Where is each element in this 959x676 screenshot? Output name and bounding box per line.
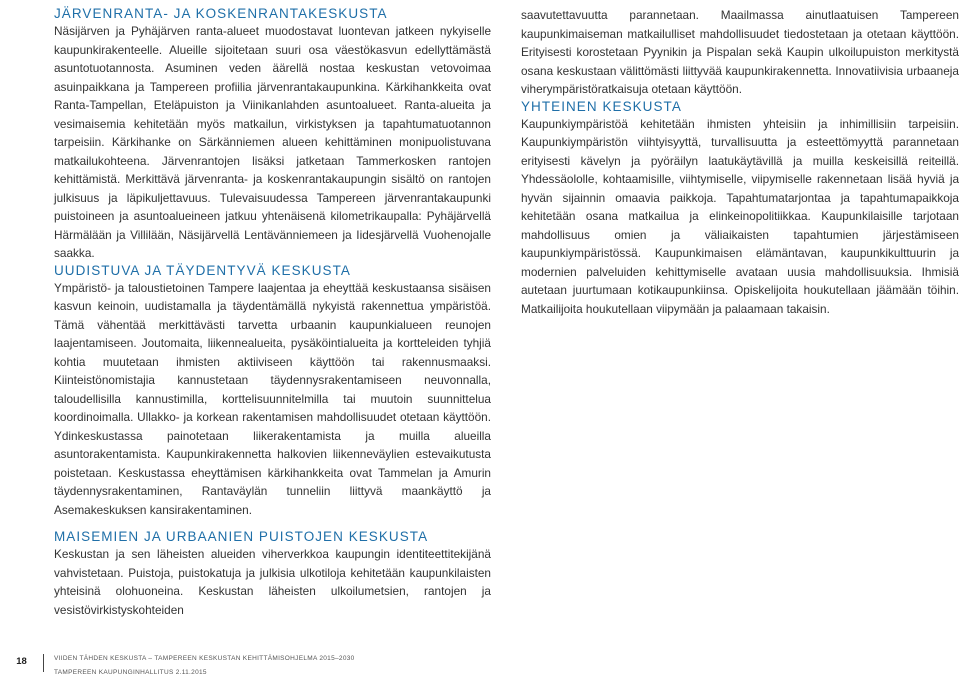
section-title-uudistuva: UUDISTUVA JA TÄYDENTYVÄ KESKUSTA	[54, 262, 351, 278]
section-text-jarvenranta: Näsijärven ja Pyhäjärven ranta-alueet muodostavat luontevan jatkeen nykyiselle kaupunkirakenteelle. Alueille sijoitetaan suuri osa väestökasvun edellyttämästä asuntotuotannosta. Asuminen veden äärellä nostaa keskustan vetovoimaa asuinpaikkana ja Tampereen profiilia järvenrantakaupunkina. Kärkihankkeita ovat Ranta-Tampellan, Eteläpuiston ja Viinikanlahden asuntoalueet. Ranta-alueita ja vesimaisemia kehitetään myös matkailun, virkistyksen ja tapahtumatuotannon tarpeisiin. Kärkihanke on Särkänniemen alueen kehittäminen monipuolistuvana matkailukohteena. Järvenrantojen lisäksi jatketaan Tammerkosken rantojen kehittämistä. Merkittävä järvenranta- ja koskenrantakaupungin sisältö on rantojen julkisuus ja läpikuljettavuus. Tulevaisuudessa Tampereen järvenrantakaupunki puistoineen ja asuntoalueineen jatkuu yhtenäisenä kilometrikaupalla: Pyhäjärvellä Härmälään ja Villilään, Näsijärvellä Lentävänniemeen ja Iidesjärvellä Vuohenojalle saakka.	[54, 24, 491, 260]
page-number: 18	[0, 654, 44, 672]
page-footer	[0, 640, 959, 676]
section-title-yhteinen: YHTEINEN KESKUSTA	[521, 98, 682, 114]
section-maisemien	[54, 529, 491, 619]
section-title-jarvenranta: JÄRVENRANTA- JA KOSKENRANTAKESKUSTA	[54, 6, 388, 21]
right-column	[521, 6, 959, 318]
section-text-maisemien: Keskustan ja sen läheisten alueiden viherverkkoa kaupungin identiteettitekijänä vahvistetaan. Puistoja, puistokatuja ja julkisia ulkotiloja kehitetään kaupunkilaisten yhteisinä olohuoneina. Keskustan läheisten ulkoilumetsien, rantojen ja vesistövirkistyskohteiden	[54, 547, 491, 617]
footer-publication-title: VIIDEN TÄHDEN KESKUSTA – TAMPEREEN KESKUSTAN KEHITTÄMISOHJELMA 2015–2030	[54, 655, 355, 662]
section-text-maisemien-continued: saavutettavuutta parannetaan. Maailmassa ainutlaatuisen Tampereen kaupunkimaiseman matkailulliset mahdollisuudet tiedostetaan ja otetaan käyttöön. Erityisesti korostetaan Pyynikin ja Pispalan sekä Kaupin ulkoilupuiston merkitystä osana keskustaan välittömästi liittyvää kaupunkirakennetta. Innovatiivisia urbaaneja viherympäristöratkaisuja otetaan käyttöön.	[521, 8, 959, 96]
section-text-uudistuva: Ympäristö- ja taloustietoinen Tampere laajentaa ja eheyttää keskustaansa sisäisen kasvun keinoin, uudistamalla ja täydentämällä nykyistä rakennettua ympäristöä. Tämä vähentää merkittävästi tarvetta urbaanin kaupunkialueen reunojen laajentamiseen. Joutomaita, liikennealueita, pysäköintialueita ja kortteleiden tyhjiä kohtia muutetaan ihmisten aktiiviseen käyttöön tai rakennusmaaksi. Kiinteistönomistajia kannustetaan täydennysrakentamiseen neuvonnalla, taloudellisilla kannustimilla, korttelisuunnitelmilla tai muutoin suunnittelua koordinoimalla. Ullakko- ja korkean rakentamisen mahdollisuudet otetaan käyttöön. Ydinkeskustassa painotetaan liikerakentamista ja muilla alueilla asuntorakentamista. Kaupunkirakennetta halkovien liikenneväylien estevaikutusta poistetaan. Keskustassa eheyttämisen kärkihankkeita ovat Tammelan ja Amurin täydennysrakentaminen, Rantaväylän tunneliin liittyvä maankäyttö ja Asemakeskuksen kansirakentaminen.	[54, 280, 491, 517]
footer-publisher-date: TAMPEREEN KAUPUNGINHALLITUS 2.11.2015	[54, 669, 207, 676]
section-title-maisemien: MAISEMIEN JA URBAANIEN PUISTOJEN KESKUSTA	[54, 529, 429, 544]
left-column	[54, 6, 491, 519]
section-text-yhteinen: Kaupunkiympäristöä kehitetään ihmisten yhteisiin ja inhimillisiin tarpeisiin. Kaupunkiympäristön viihtyisyyttä, turvallisuutta ja esteettömyyttä parannetaan erityisesti kävelyn ja pyöräilyn laatukäytävillä ja muilla keskeisillä reiteillä. Yhdessäololle, kohtaamisille, viihtymiselle, viipymiselle rakennetaan lisää hyviä ja hyvän sijainnin omaavia paikkoja. Tapahtumatarjontaa ja tapahtumapaikkoja kehitetään osana matkailua ja elinkeinopolitiikkaa. Kaupunkilaisille tarjotaan mahdollisuus omien ja väliaikaisten tapahtumien järjestämiseen kaupunkiympäristössä. Kaupunkimaisen elämäntavan, kaupunkikulttuurin ja modernien palveluiden kehittymiselle avataan uusia mahdollisuuksia. Ihmisiä autetaan juurtumaan kotikaupunkiinsa. Opiskelijoita houkutellaan jäämään töihin. Matkailijoita houkutellaan viipymään ja palaamaan takaisin.	[521, 116, 959, 316]
